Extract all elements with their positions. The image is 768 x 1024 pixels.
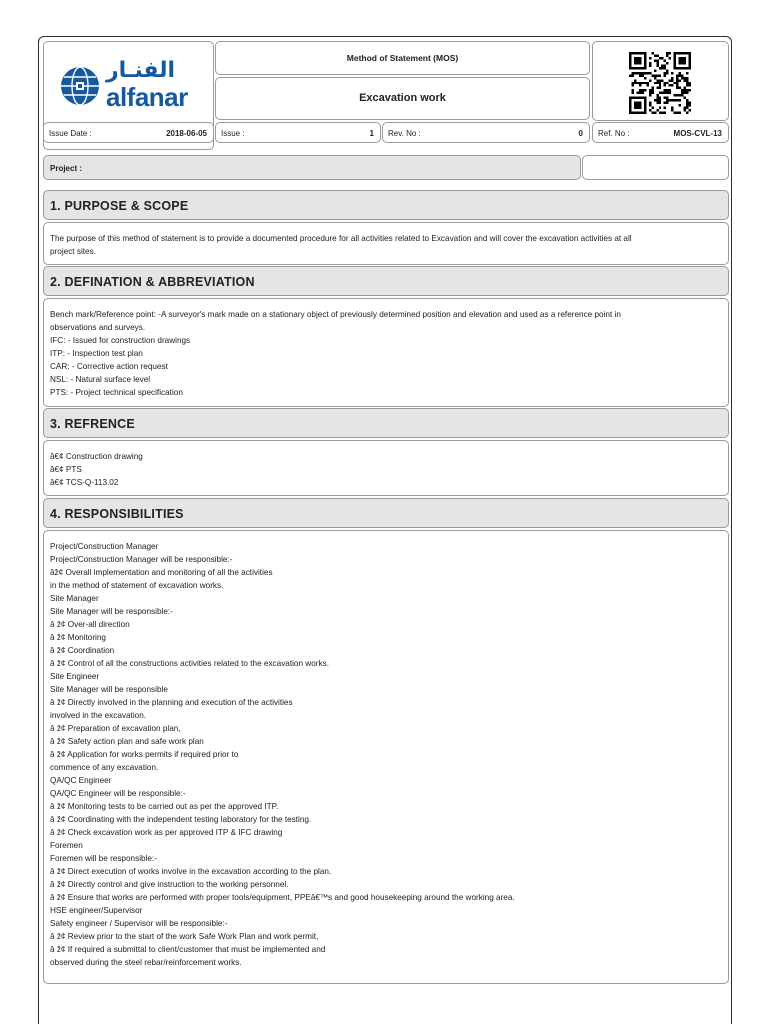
text-line: Foremen bbox=[50, 841, 83, 850]
text-line: The purpose of this method of statement is to provide a documented procedure for all activities related to Excavation and will cover the excavation activities at all bbox=[50, 234, 632, 243]
section-4-title: 4. RESPONSIBILITIES bbox=[50, 507, 184, 521]
text-line: Project/Construction Manager will be responsible:- bbox=[50, 555, 233, 564]
company-logo bbox=[60, 58, 208, 112]
text-line: â ž¢ Directly involved in the planning and execution of the activities bbox=[50, 698, 293, 707]
text-line: â ž¢ Coordination bbox=[50, 646, 115, 655]
text-line: â ž¢ Direct execution of works involve in the excavation according to the plan. bbox=[50, 867, 332, 876]
text-line: IFC: - Issued for construction drawings bbox=[50, 336, 191, 345]
text-line: âž¢ Overall implementation and monitoring of all the activities bbox=[50, 568, 273, 577]
issue-value: 1 bbox=[369, 129, 374, 138]
text-line: â€¢ Construction drawing bbox=[50, 452, 143, 461]
project-label: Project : bbox=[50, 164, 83, 173]
rev-value: 0 bbox=[578, 129, 583, 138]
text-line: â ž¢ Coordinating with the independent testing laboratory for the testing. bbox=[50, 815, 312, 824]
section-4-lines bbox=[50, 540, 720, 969]
text-line: involved in the excavation. bbox=[50, 711, 147, 720]
text-line: Site Engineer bbox=[50, 672, 100, 681]
text-line: â ž¢ Monitoring bbox=[50, 633, 106, 642]
issue-date-cell bbox=[43, 122, 214, 143]
text-line: â ž¢ Review prior to the start of the work Safe Work Plan and work permit, bbox=[50, 932, 319, 941]
document-frame bbox=[38, 36, 732, 1024]
text-line: PTS: - Project technical specification bbox=[50, 388, 183, 397]
section-1-lines bbox=[50, 232, 720, 258]
section-1-header bbox=[43, 190, 729, 220]
section-2-header bbox=[43, 266, 729, 296]
text-line: â ž¢ Application for works permits if required prior to bbox=[50, 750, 239, 759]
doc-type: Method of Statement (MOS) bbox=[346, 53, 459, 63]
section-4-header bbox=[43, 498, 729, 528]
text-line: â ž¢ Safety action plan and safe work plan bbox=[50, 737, 204, 746]
doc-title-box bbox=[215, 77, 590, 120]
text-line: Site Manager will be responsible:- bbox=[50, 607, 173, 616]
text-line: â ž¢ Over-all direction bbox=[50, 620, 130, 629]
text-line: CAR: - Corrective action request bbox=[50, 362, 168, 371]
section-3-title: 3. REFRENCE bbox=[50, 417, 135, 431]
text-line: Site Manager will be responsible bbox=[50, 685, 168, 694]
issue-date-value: 2018-06-05 bbox=[166, 129, 207, 138]
section-4-body bbox=[43, 530, 729, 984]
section-1-title: 1. PURPOSE & SCOPE bbox=[50, 199, 189, 213]
issue-label: Issue : bbox=[221, 129, 245, 138]
text-line: â€¢ TCS-Q-113.02 bbox=[50, 478, 119, 487]
issue-date-label: Issue Date : bbox=[49, 129, 92, 138]
logo-latin-text: alfanar bbox=[106, 82, 188, 112]
doc-type-box bbox=[215, 41, 590, 75]
text-line: â€¢ PTS bbox=[50, 465, 82, 474]
project-value bbox=[582, 155, 729, 180]
rev-label: Rev. No : bbox=[388, 129, 421, 138]
text-line: â ž¢ Control of all the constructions activities related to the excavation works. bbox=[50, 659, 329, 668]
text-line: Bench mark/Reference point: -A surveyor's mark made on a stationary object of previously determined position and elevation and used as a reference point in bbox=[50, 310, 621, 319]
logo-arabic-text: الفنـار bbox=[106, 58, 176, 83]
text-line: observations and surveys. bbox=[50, 323, 146, 332]
text-line: ITP: - Inspection test plan bbox=[50, 349, 143, 358]
section-3-lines bbox=[50, 450, 720, 489]
section-2-body bbox=[43, 298, 729, 407]
text-line: Site Manager bbox=[50, 594, 99, 603]
text-line: commence of any excavation. bbox=[50, 763, 159, 772]
globe-logo-icon bbox=[60, 66, 100, 106]
doc-title: Excavation work bbox=[359, 92, 446, 104]
text-line: Project/Construction Manager bbox=[50, 542, 159, 551]
project-row bbox=[43, 155, 581, 180]
ref-label: Ref. No : bbox=[598, 129, 630, 138]
section-2-lines bbox=[50, 308, 720, 399]
text-line: Safety engineer / Supervisor will be responsible:- bbox=[50, 919, 228, 928]
text-line: project sites. bbox=[50, 247, 96, 256]
text-line: QA/QC Engineer bbox=[50, 776, 112, 785]
text-line: Foremen will be responsible:- bbox=[50, 854, 157, 863]
rev-cell bbox=[382, 122, 590, 143]
issue-cell bbox=[215, 122, 381, 143]
qr-box bbox=[592, 41, 729, 121]
section-1-body bbox=[43, 222, 729, 265]
text-line: â ž¢ Check excavation work as per approved ITP & IFC drawing bbox=[50, 828, 283, 837]
section-3-header bbox=[43, 408, 729, 438]
text-line: â ž¢ Ensure that works are performed with proper tools/equipment, PPEâ€™s and good housekeeping around the working area. bbox=[50, 893, 515, 902]
section-3-body bbox=[43, 440, 729, 496]
text-line: in the method of statement of excavation works. bbox=[50, 581, 224, 590]
text-line: observed during the steel rebar/reinforcement works. bbox=[50, 958, 242, 967]
section-2-title: 2. DEFINATION & ABBREVIATION bbox=[50, 275, 255, 289]
text-line: â ž¢ Directly control and give instruction to the working personnel. bbox=[50, 880, 289, 889]
qr-code-icon bbox=[629, 52, 691, 114]
ref-value: MOS-CVL-13 bbox=[673, 129, 722, 138]
text-line: â ž¢ Preparation of excavation plan, bbox=[50, 724, 181, 733]
text-line: â ž¢ If required a submittal to client/customer that must be implemented and bbox=[50, 945, 326, 954]
ref-cell bbox=[592, 122, 729, 143]
text-line: â ž¢ Monitoring tests to be carried out as per the approved ITP. bbox=[50, 802, 279, 811]
text-line: HSE engineer/Supervisor bbox=[50, 906, 143, 915]
text-line: QA/QC Engineer will be responsible:- bbox=[50, 789, 186, 798]
text-line: NSL: - Natural surface level bbox=[50, 375, 151, 384]
